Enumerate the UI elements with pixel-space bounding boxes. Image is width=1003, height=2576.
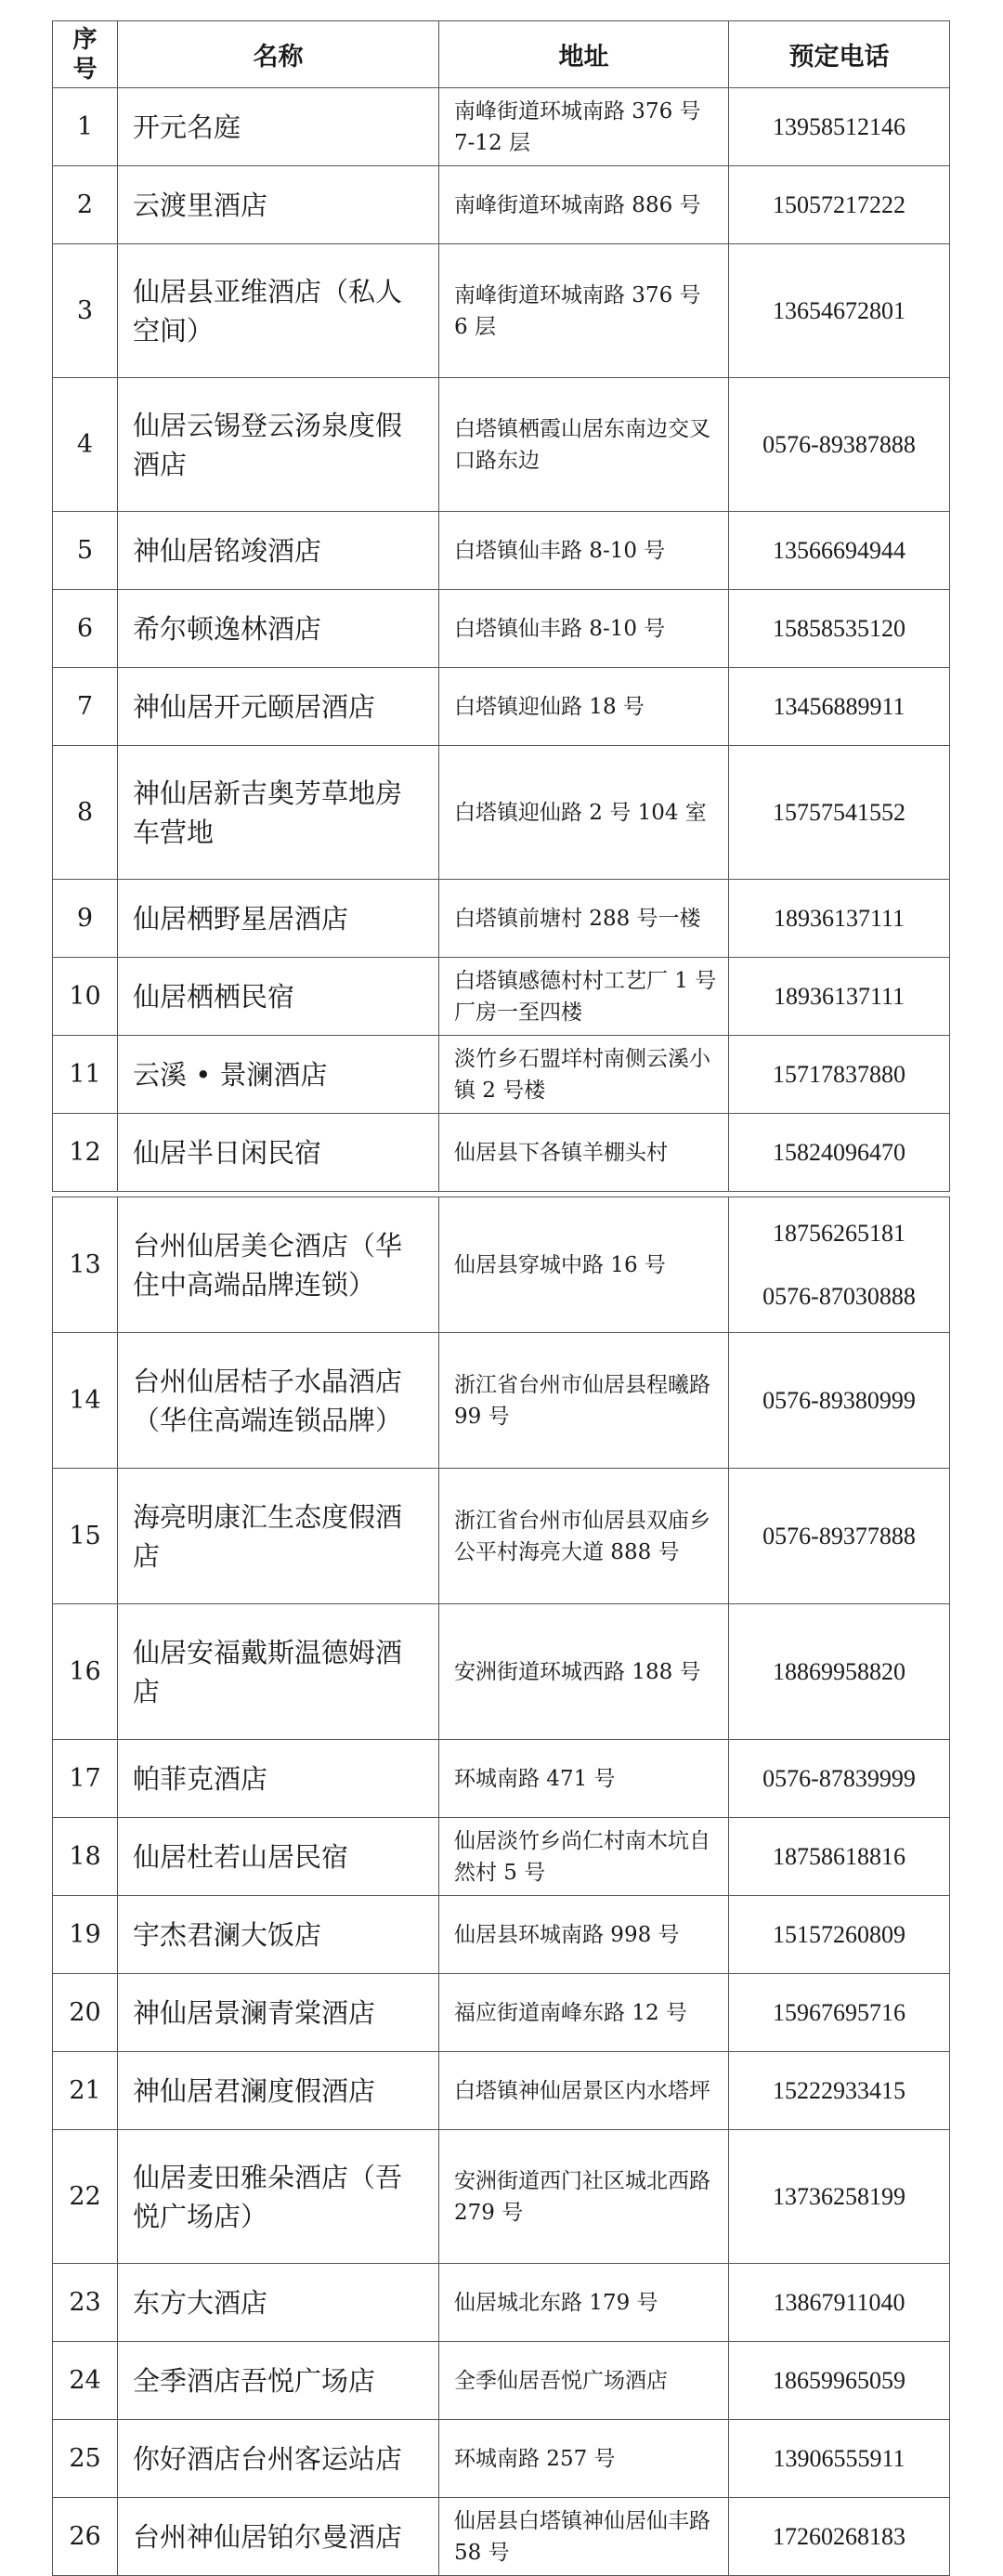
row-no: 8 bbox=[53, 746, 118, 880]
hotel-address: 浙江省台州市仙居县程曦路 99 号 bbox=[439, 1333, 729, 1469]
table-row bbox=[53, 1974, 950, 2052]
hotel-name: 神仙居铭竣酒店 bbox=[118, 512, 439, 590]
hotel-address: 浙江省台州市仙居县双庙乡公平村海亮大道 888 号 bbox=[439, 1469, 729, 1604]
hotel-name: 云溪 • 景澜酒店 bbox=[118, 1036, 439, 1114]
hotel-name: 仙居栖野星居酒店 bbox=[118, 880, 439, 958]
hotel-name: 云渡里酒店 bbox=[118, 166, 439, 244]
hotel-address: 仙居县环城南路 998 号 bbox=[439, 1896, 729, 1974]
hotel-address: 安洲街道西门社区城北西路 279 号 bbox=[439, 2130, 729, 2264]
hotel-name: 开元名庭 bbox=[118, 88, 439, 166]
table-row bbox=[53, 2130, 950, 2264]
table-row bbox=[53, 1740, 950, 1818]
hotel-address: 福应街道南峰东路 12 号 bbox=[439, 1974, 729, 2052]
booking-phone: 13867911040 bbox=[729, 2264, 950, 2342]
table-row bbox=[53, 166, 950, 244]
booking-phone: 0576-89380999 bbox=[729, 1333, 950, 1469]
row-no: 4 bbox=[53, 378, 118, 512]
booking-phone: 18659965059 bbox=[729, 2342, 950, 2420]
table-row bbox=[53, 2342, 950, 2420]
booking-phone: 13654672801 bbox=[729, 244, 950, 378]
header-phone: 预定电话 bbox=[729, 21, 950, 88]
hotel-address: 白塔镇感德村村工艺厂 1 号厂房一至四楼 bbox=[439, 958, 729, 1036]
hotel-address: 安洲街道环城西路 188 号 bbox=[439, 1604, 729, 1740]
hotel-address: 南峰街道环城南路 376 号 6 层 bbox=[439, 244, 729, 378]
booking-phone: 13456889911 bbox=[729, 668, 950, 746]
table-header-row bbox=[53, 21, 950, 88]
row-no: 20 bbox=[53, 1974, 118, 2052]
table-row bbox=[53, 880, 950, 958]
table-row bbox=[53, 1333, 950, 1469]
table-row bbox=[53, 244, 950, 378]
row-no: 21 bbox=[53, 2052, 118, 2130]
table-row bbox=[53, 1604, 950, 1740]
hotel-table bbox=[52, 20, 950, 2576]
table-row bbox=[53, 512, 950, 590]
booking-phone: 17260268183 bbox=[729, 2498, 950, 2576]
hotel-name: 东方大酒店 bbox=[118, 2264, 439, 2342]
hotel-name: 宇杰君澜大饭店 bbox=[118, 1896, 439, 1974]
hotel-name: 仙居半日闲民宿 bbox=[118, 1114, 439, 1192]
hotel-address: 仙居县下各镇羊棚头村 bbox=[439, 1114, 729, 1192]
hotel-address: 仙居县穿城中路 16 号 bbox=[439, 1197, 729, 1333]
hotel-name: 台州仙居美仑酒店（华住中高端品牌连锁） bbox=[118, 1197, 439, 1333]
table-row bbox=[53, 2052, 950, 2130]
hotel-address: 南峰街道环城南路 886 号 bbox=[439, 166, 729, 244]
booking-phone: 18756265181 bbox=[773, 1219, 905, 1247]
row-no: 15 bbox=[53, 1469, 118, 1604]
hotel-address: 环城南路 257 号 bbox=[439, 2420, 729, 2498]
booking-phone: 15858535120 bbox=[729, 590, 950, 668]
row-no: 12 bbox=[53, 1114, 118, 1192]
table-row bbox=[53, 1469, 950, 1604]
row-no: 9 bbox=[53, 880, 118, 958]
hotel-address: 环城南路 471 号 bbox=[439, 1740, 729, 1818]
booking-phone: 15157260809 bbox=[729, 1896, 950, 1974]
hotel-address: 白塔镇迎仙路 2 号 104 室 bbox=[439, 746, 729, 880]
row-no: 2 bbox=[53, 166, 118, 244]
hotel-name: 你好酒店台州客运站店 bbox=[118, 2420, 439, 2498]
row-no: 10 bbox=[53, 958, 118, 1036]
phone-spacer bbox=[729, 1254, 949, 1276]
booking-phone: 0576-87839999 bbox=[729, 1740, 950, 1818]
hotel-name: 海亮明康汇生态度假酒店 bbox=[118, 1469, 439, 1604]
row-no: 24 bbox=[53, 2342, 118, 2420]
header-address: 地址 bbox=[439, 21, 729, 88]
hotel-name: 神仙居新吉奥芳草地房车营地 bbox=[118, 746, 439, 880]
row-no: 23 bbox=[53, 2264, 118, 2342]
row-no: 18 bbox=[53, 1818, 118, 1896]
row-no: 22 bbox=[53, 2130, 118, 2264]
table-row bbox=[53, 2498, 950, 2576]
hotel-address: 仙居城北东路 179 号 bbox=[439, 2264, 729, 2342]
booking-phone: 15967695716 bbox=[729, 1974, 950, 2052]
row-no: 1 bbox=[53, 88, 118, 166]
table-row bbox=[53, 1036, 950, 1114]
hotel-name: 希尔顿逸林酒店 bbox=[118, 590, 439, 668]
row-no: 5 bbox=[53, 512, 118, 590]
booking-phone: 13958512146 bbox=[729, 88, 950, 166]
hotel-name: 台州神仙居铂尔曼酒店 bbox=[118, 2498, 439, 2576]
hotel-name: 神仙居君澜度假酒店 bbox=[118, 2052, 439, 2130]
table-row bbox=[53, 746, 950, 880]
hotel-address: 白塔镇神仙居景区内水塔坪 bbox=[439, 2052, 729, 2130]
booking-phone: 18936137111 bbox=[729, 958, 950, 1036]
table-row bbox=[53, 958, 950, 1036]
hotel-address: 白塔镇前塘村 288 号一楼 bbox=[439, 880, 729, 958]
booking-phone-cell bbox=[729, 1197, 950, 1333]
hotel-name: 仙居云锡登云汤泉度假酒店 bbox=[118, 378, 439, 512]
header-name: 名称 bbox=[118, 21, 439, 88]
table-row bbox=[53, 1114, 950, 1192]
hotel-address: 白塔镇栖霞山居东南边交叉口路东边 bbox=[439, 378, 729, 512]
hotel-name: 仙居麦田雅朵酒店（吾悦广场店） bbox=[118, 2130, 439, 2264]
booking-phone: 18869958820 bbox=[729, 1604, 950, 1740]
hotel-name: 仙居栖栖民宿 bbox=[118, 958, 439, 1036]
hotel-address: 仙居县白塔镇神仙居仙丰路 58 号 bbox=[439, 2498, 729, 2576]
row-no: 25 bbox=[53, 2420, 118, 2498]
hotel-address: 淡竹乡石盟垟村南侧云溪小镇 2 号楼 bbox=[439, 1036, 729, 1114]
booking-phone: 15824096470 bbox=[729, 1114, 950, 1192]
hotel-address: 白塔镇仙丰路 8-10 号 bbox=[439, 512, 729, 590]
hotel-address: 全季仙居吾悦广场酒店 bbox=[439, 2342, 729, 2420]
row-no: 3 bbox=[53, 244, 118, 378]
row-no: 16 bbox=[53, 1604, 118, 1740]
row-no: 6 bbox=[53, 590, 118, 668]
booking-phone: 0576-89387888 bbox=[729, 378, 950, 512]
booking-phone: 15222933415 bbox=[729, 2052, 950, 2130]
hotel-address: 白塔镇仙丰路 8-10 号 bbox=[439, 590, 729, 668]
row-no: 14 bbox=[53, 1333, 118, 1469]
hotel-address: 仙居淡竹乡尚仁村南木坑自然村 5 号 bbox=[439, 1818, 729, 1896]
hotel-name: 仙居县亚维酒店（私人空间） bbox=[118, 244, 439, 378]
booking-phone: 0576-89377888 bbox=[729, 1469, 950, 1604]
row-no: 7 bbox=[53, 668, 118, 746]
hotel-address: 白塔镇迎仙路 18 号 bbox=[439, 668, 729, 746]
table-row bbox=[53, 668, 950, 746]
booking-phone: 15717837880 bbox=[729, 1036, 950, 1114]
booking-phone: 15057217222 bbox=[729, 166, 950, 244]
row-no: 11 bbox=[53, 1036, 118, 1114]
table-row bbox=[53, 1896, 950, 1974]
table-row bbox=[53, 88, 950, 166]
hotel-name: 帕菲克酒店 bbox=[118, 1740, 439, 1818]
table-row bbox=[53, 2264, 950, 2342]
table-row bbox=[53, 590, 950, 668]
booking-phone: 13906555911 bbox=[729, 2420, 950, 2498]
booking-phone: 13736258199 bbox=[729, 2130, 950, 2264]
hotel-name: 仙居安福戴斯温德姆酒店 bbox=[118, 1604, 439, 1740]
row-no: 19 bbox=[53, 1896, 118, 1974]
hotel-name: 仙居杜若山居民宿 bbox=[118, 1818, 439, 1896]
table-row bbox=[53, 378, 950, 512]
booking-phone: 18936137111 bbox=[729, 880, 950, 958]
row-no: 13 bbox=[53, 1197, 118, 1333]
booking-phone: 15757541552 bbox=[729, 746, 950, 880]
row-no: 17 bbox=[53, 1740, 118, 1818]
header-no: 序 号 bbox=[53, 21, 118, 88]
hotel-name: 台州仙居桔子水晶酒店（华住高端连锁品牌） bbox=[118, 1333, 439, 1469]
hotel-name: 全季酒店吾悦广场店 bbox=[118, 2342, 439, 2420]
booking-phone: 13566694944 bbox=[729, 512, 950, 590]
hotel-address: 南峰街道环城南路 376 号 7-12 层 bbox=[439, 88, 729, 166]
table-row bbox=[53, 2420, 950, 2498]
table-row bbox=[53, 1197, 950, 1333]
hotel-name: 神仙居开元颐居酒店 bbox=[118, 668, 439, 746]
booking-phone: 18758618816 bbox=[729, 1818, 950, 1896]
row-no: 26 bbox=[53, 2498, 118, 2576]
table-row bbox=[53, 1818, 950, 1896]
booking-phone-secondary: 0576-87030888 bbox=[762, 1282, 916, 1310]
hotel-name: 神仙居景澜青棠酒店 bbox=[118, 1974, 439, 2052]
